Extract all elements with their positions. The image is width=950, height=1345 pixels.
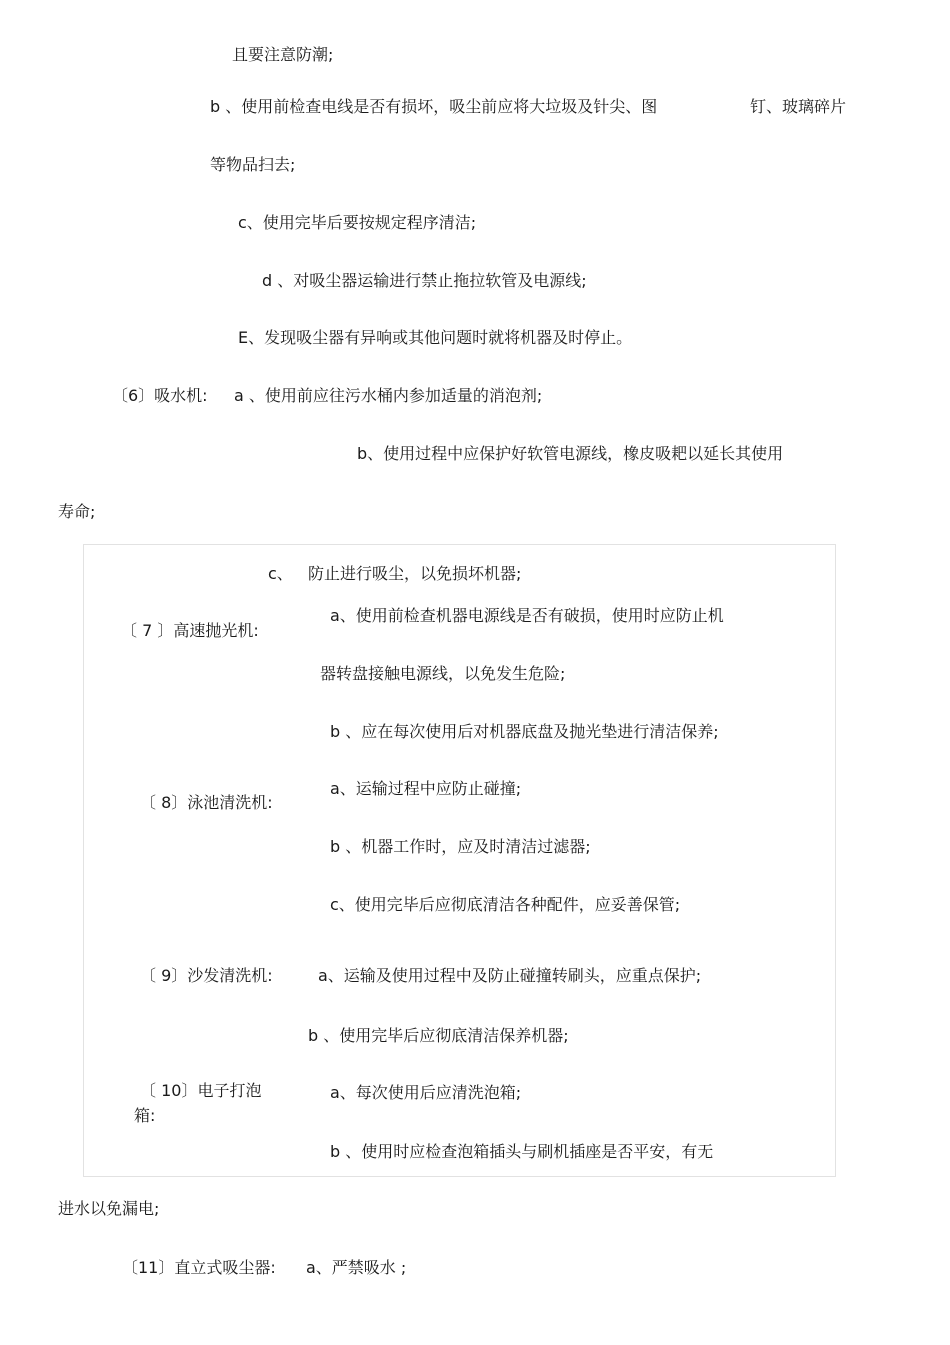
- table-row-heading: 〔 9〕沙发清洗机:: [140, 966, 273, 985]
- table-cell: b 、使用时应检查泡箱插头与刷机插座是否平安，有无: [330, 1142, 714, 1161]
- table-cell: b 、使用完毕后应彻底清洁保养机器;: [308, 1026, 569, 1045]
- table-cell: 防止进行吸尘，以免损坏机器;: [308, 564, 522, 583]
- table-row-heading: 〔 8〕泳池清洗机:: [140, 793, 273, 812]
- table-cell: 器转盘接触电源线，以免发生危险;: [320, 664, 566, 683]
- table-cell: a、运输及使用过程中及防止碰撞转刷头，应重点保护;: [318, 966, 702, 985]
- table-row-heading: 箱:: [134, 1106, 156, 1125]
- text-line: 寿命;: [58, 502, 96, 521]
- section-heading: 〔6〕吸水机:: [112, 386, 208, 405]
- table-cell: b 、应在每次使用后对机器底盘及抛光垫进行清洁保养;: [330, 722, 719, 741]
- table-cell: a、使用前检查机器电源线是否有破损，使用时应防止机: [330, 606, 724, 625]
- text-line: 等物品扫去;: [210, 155, 296, 174]
- text-line: d 、对吸尘器运输进行禁止拖拉软管及电源线;: [262, 271, 587, 290]
- text-line: b、使用过程中应保护好软管电源线，橡皮吸耙以延长其使用: [357, 444, 784, 463]
- table-row-heading: 〔 10〕电子打泡: [140, 1081, 262, 1100]
- text-line: 且要注意防潮;: [232, 45, 334, 64]
- table-cell: c、使用完毕后应彻底清洁各种配件，应妥善保管;: [330, 895, 681, 914]
- text-line: c、使用完毕后要按规定程序清洁;: [238, 213, 477, 232]
- table-cell: b 、机器工作时，应及时清洁过滤器;: [330, 837, 591, 856]
- table-row-heading: 〔 7 〕高速抛光机:: [121, 621, 259, 640]
- text-line: b 、使用前检查电线是否有损坏，吸尘前应将大垃圾及针尖、图: [210, 97, 658, 116]
- table-cell: a、运输过程中应防止碰撞;: [330, 779, 522, 798]
- text-line: 钉、玻璃碎片: [750, 97, 847, 116]
- text-line: a、严禁吸水 ;: [306, 1258, 407, 1277]
- text-line: 进水以免漏电;: [58, 1199, 160, 1218]
- section-heading: 〔11〕直立式吸尘器:: [122, 1258, 276, 1277]
- table-cell: a、每次使用后应清洗泡箱;: [330, 1083, 522, 1102]
- text-line: E、发现吸尘器有异响或其他问题时就将机器及时停止。: [238, 328, 633, 347]
- text-line: a 、使用前应往污水桶内参加适量的消泡剂;: [234, 386, 543, 405]
- table-cell: c、: [268, 564, 293, 583]
